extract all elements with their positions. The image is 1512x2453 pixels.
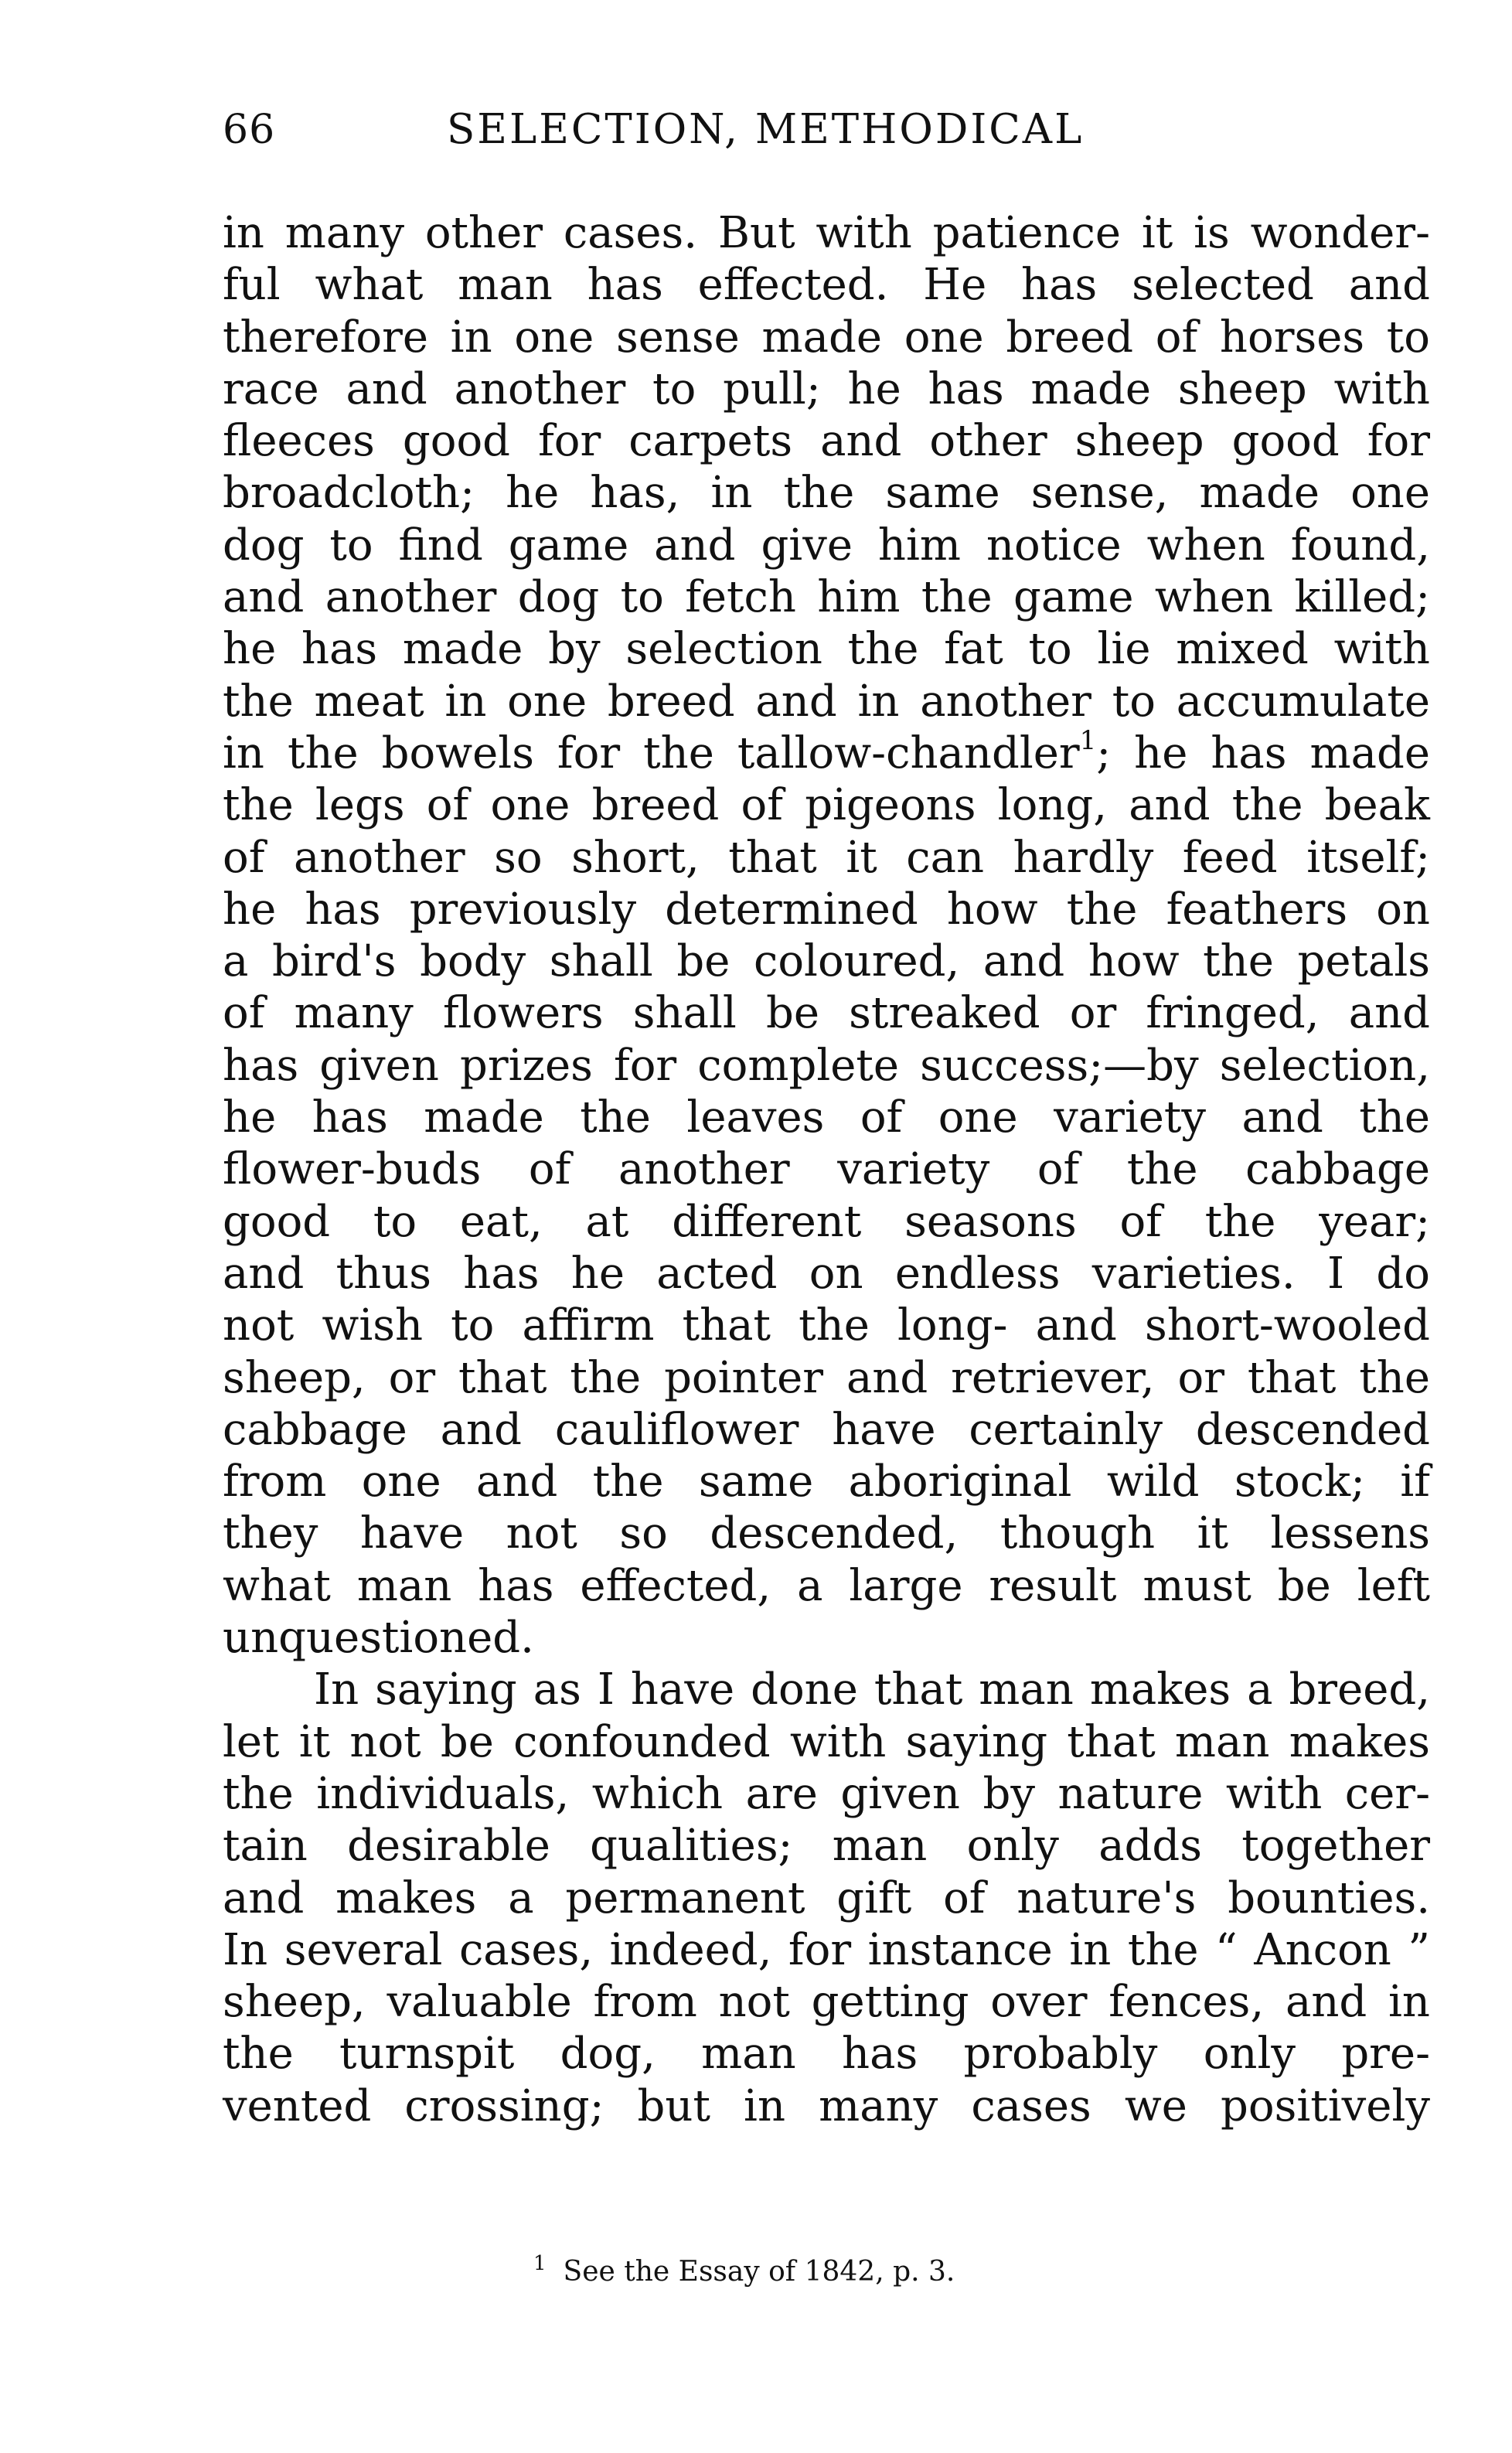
text-line: flower-buds of another variety of the cabbage <box>223 1144 1430 1195</box>
text-line: In several cases, indeed, for instance in the “ Ancon ” <box>223 1924 1430 1975</box>
text-line: what man has effected, a large result must be left <box>223 1560 1430 1611</box>
paragraph-end-line: unquestioned. <box>223 1613 534 1664</box>
footnote <box>533 2247 1229 2289</box>
text-line: race and another to pull; he has made sheep with <box>223 363 1430 414</box>
text-line: sheep, or that the pointer and retriever, or that the <box>223 1352 1430 1403</box>
text-line-end: ; he has made <box>1096 727 1430 778</box>
text-line: the turnspit dog, man has probably only pre- <box>223 2029 1430 2080</box>
body-text <box>223 207 1430 2132</box>
footnote-mark: 1 <box>533 2252 547 2275</box>
text-line: cabbage and cauliflower have certainly descended <box>223 1404 1430 1455</box>
text-line: the meat in one breed and in another to accumulate <box>223 676 1430 727</box>
text-line: vented crossing; but in many cases we positively <box>223 2080 1430 2131</box>
paragraph-start-line: In saying as I have done that man makes a breed, <box>314 1664 1430 1715</box>
text-line: and another dog to fetch him the game when killed; <box>223 572 1430 623</box>
text-line: and thus has he acted on endless varieties. I do <box>223 1248 1430 1299</box>
text-line: therefore in one sense made one breed of horses to <box>223 312 1430 363</box>
text-line: he has made by selection the fat to lie mixed with <box>223 624 1430 675</box>
text-line: let it not be confounded with saying that man makes <box>223 1716 1430 1767</box>
text-line: they have not so descended, though it lessens <box>223 1508 1430 1559</box>
text-line: in many other cases. But with patience it is wonder- <box>223 208 1430 258</box>
text-line: the individuals, which are given by nature with cer- <box>223 1768 1430 1819</box>
text-line: dog to find game and give him notice when found, <box>223 520 1430 571</box>
text-line: ful what man has effected. He has selected and <box>223 260 1430 311</box>
text-line: and makes a permanent gift of nature's bounties. <box>223 1872 1430 1923</box>
text-line: tain desirable qualities; man only adds together <box>223 1821 1430 1872</box>
text-line: not wish to affirm that the long- and short-wooled <box>223 1300 1430 1351</box>
page-number: 66 <box>223 107 276 153</box>
text-line-start: in the bowels for the tallow-chandler <box>223 727 1080 778</box>
text-line: a bird's body shall be coloured, and how the petals <box>223 936 1430 987</box>
text-line: he has made the leaves of one variety and the <box>223 1092 1430 1143</box>
footnote-reference: 1 <box>1079 724 1097 756</box>
text-line: fleeces good for carpets and other sheep good for <box>223 416 1430 467</box>
text-line-with-footnote <box>223 724 1430 779</box>
running-title: SELECTION, METHODICAL <box>447 106 1085 153</box>
text-line: the legs of one breed of pigeons long, and the beak <box>223 780 1430 831</box>
text-line: of many flowers shall be streaked or fringed, and <box>223 988 1430 1039</box>
text-line: has given prizes for complete success;—by selection, <box>223 1040 1430 1091</box>
text-line: from one and the same aboriginal wild stock; if <box>223 1456 1430 1508</box>
text-line: broadcloth; he has, in the same sense, made one <box>223 468 1430 519</box>
text-line: of another so short, that it can hardly feed itself; <box>223 832 1430 883</box>
footnote-text: See the Essay of 1842, p. 3. <box>563 2256 955 2288</box>
text-line: good to eat, at different seasons of the year; <box>223 1196 1430 1247</box>
text-line: he has previously determined how the feathers on <box>223 884 1430 935</box>
text-line: sheep, valuable from not getting over fences, and in <box>223 1977 1430 2028</box>
running-head <box>223 107 1429 169</box>
